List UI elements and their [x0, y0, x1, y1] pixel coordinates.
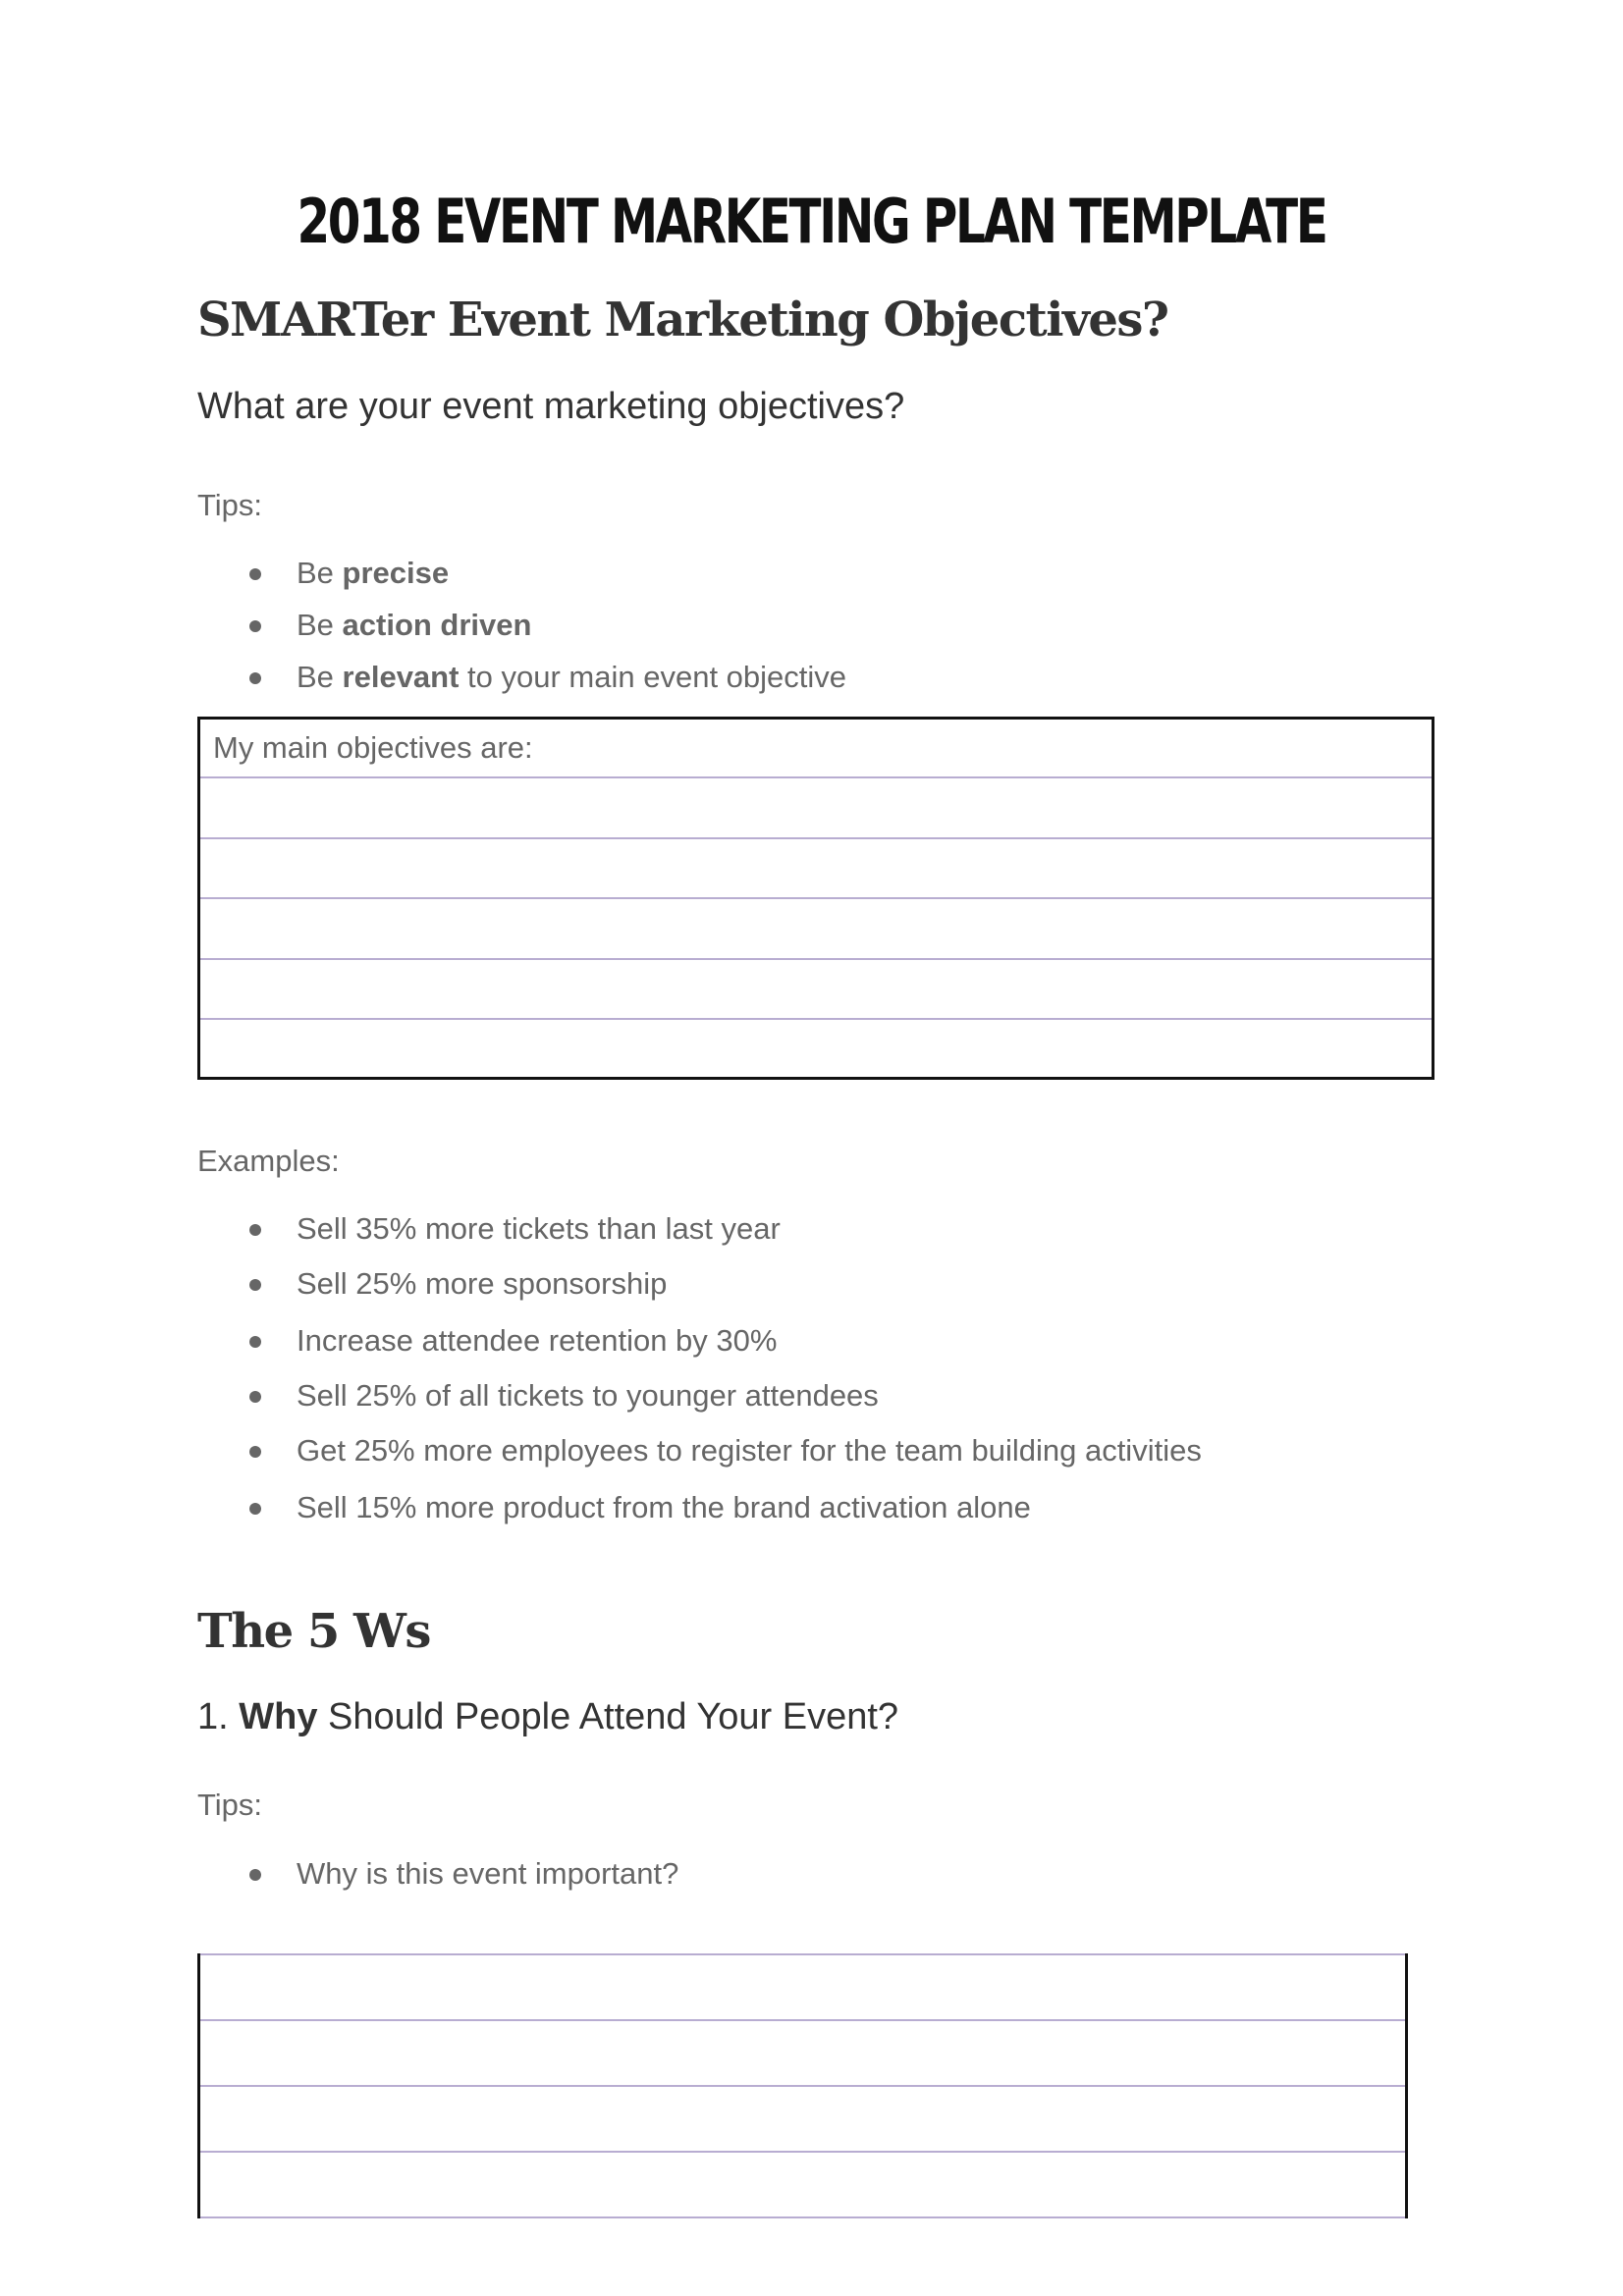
writing-line — [200, 776, 1432, 778]
objectives-writing-box[interactable] — [197, 717, 1434, 1080]
list-item: Sell 15% more product from the brand activation alone — [197, 1489, 1202, 1526]
list-item: Be relevant to your main event objective — [197, 659, 846, 696]
list-item: Get 25% more employees to register for the team building activities — [197, 1432, 1202, 1469]
why-tips-label: Tips: — [197, 1788, 263, 1822]
writing-line — [200, 2216, 1405, 2218]
list-item: Increase attendee retention by 30% — [197, 1322, 1202, 1360]
writing-line — [200, 2085, 1405, 2087]
objectives-heading: SMARTer Event Marketing Objectives? — [197, 293, 1168, 347]
writing-line — [200, 958, 1432, 960]
objectives-tips-list — [197, 555, 846, 696]
why-question: 1. Why Should People Attend Your Event? — [197, 1696, 899, 1737]
list-item: Why is this event important? — [197, 1855, 678, 1893]
writing-line — [200, 2151, 1405, 2153]
writing-line — [200, 2019, 1405, 2021]
objectives-tips-label: Tips: — [197, 488, 263, 522]
list-item: Be action driven — [197, 607, 846, 644]
writing-line — [200, 1953, 1405, 1955]
examples-list — [197, 1210, 1202, 1526]
writing-line — [200, 1018, 1432, 1020]
why-tips-list — [197, 1855, 678, 1893]
five-ws-heading: The 5 Ws — [197, 1604, 430, 1659]
objectives-question: What are your event marketing objectives? — [197, 386, 905, 427]
list-item: Sell 35% more tickets than last year — [197, 1210, 1202, 1248]
writing-line — [200, 837, 1432, 839]
list-item: Sell 25% of all tickets to younger attendees — [197, 1377, 1202, 1415]
examples-label: Examples: — [197, 1144, 340, 1178]
list-item: Be precise — [197, 555, 846, 592]
why-writing-box[interactable] — [197, 1953, 1408, 2218]
writing-line — [200, 897, 1432, 899]
objectives-box-label: My main objectives are: — [213, 730, 533, 765]
list-item: Sell 25% more sponsorship — [197, 1265, 1202, 1303]
document-title: 2018 EVENT MARKETING PLAN TEMPLATE — [297, 186, 1326, 257]
